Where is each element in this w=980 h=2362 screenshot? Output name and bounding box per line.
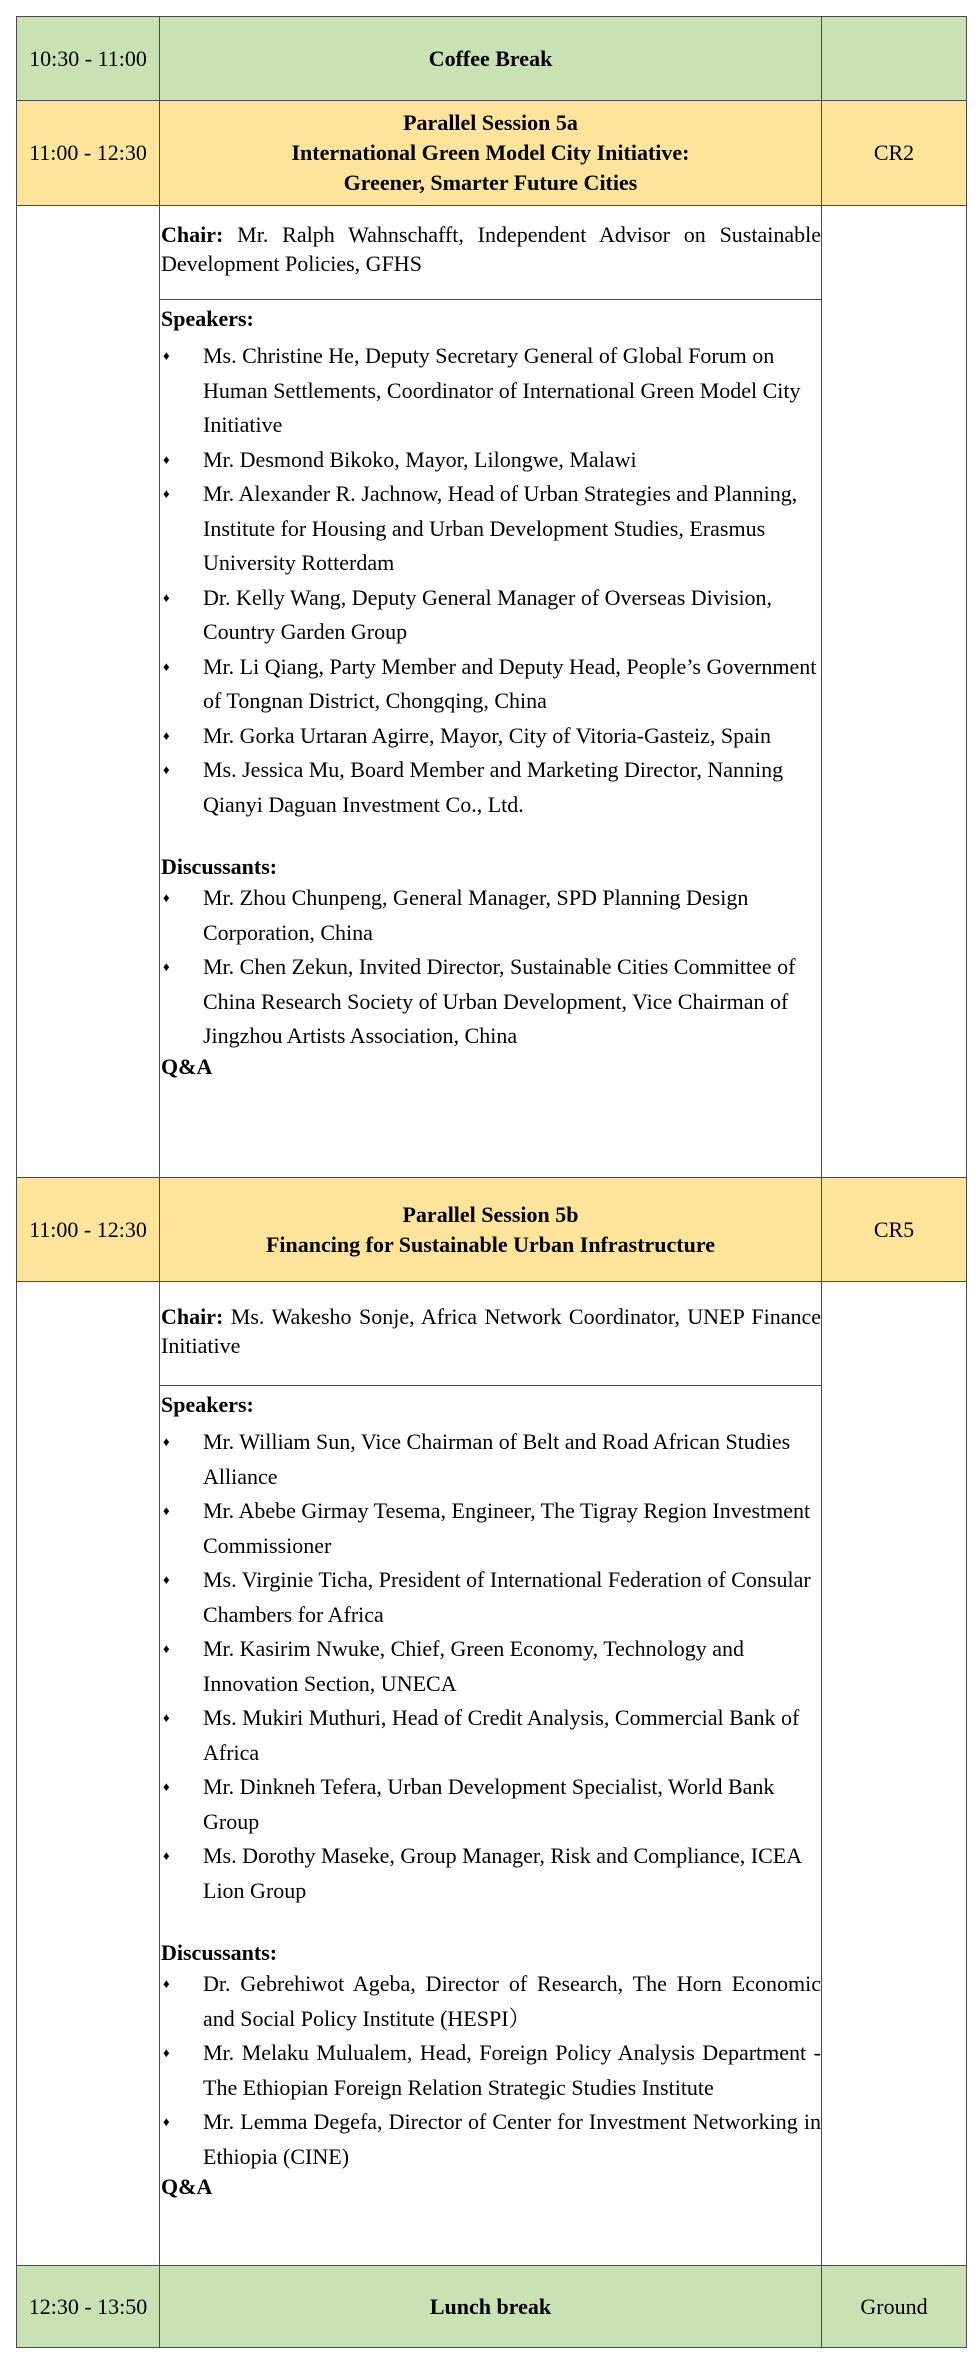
session-5b-header-row [17,1178,967,1282]
list-item-text: Mr. Desmond Bikoko, Mayor, Lilongwe, Malawi [203,446,637,472]
bullet-diamond-icon: ♦ [163,589,170,605]
list-item [161,881,821,950]
list-item [161,477,821,581]
speakers-heading: Speakers: [161,306,254,331]
bullet-diamond-icon: ♦ [163,727,170,743]
bullet-diamond-icon: ♦ [163,1641,170,1656]
agenda-table [16,16,967,2348]
session-5a-time: 11:00 - 12:30 [17,101,160,206]
bullet-diamond-icon: ♦ [163,762,170,777]
list-item-text: Ms. Dorothy Maseke, Group Manager, Risk and Compliance, ICEA Lion Group [203,1843,801,1903]
lunch-room: Ground [822,2266,967,2348]
list-item [161,2105,821,2174]
list-item-text: Ms. Christine He, Deputy Secretary General of Global Forum on Human Settlements, Coordinator of International Green Model City Initiative [203,343,801,437]
agenda-page [16,16,966,2346]
list-item-text: Mr. Lemma Degefa, Director of Center for Investment Networking in Ethiopia (CINE) [203,2109,821,2169]
bullet-diamond-icon: ♦ [163,1710,170,1725]
bullet-diamond-icon: ♦ [163,959,170,974]
list-item-text: Mr. Dinkneh Tefera, Urban Development Specialist, World Bank Group [203,1774,775,1834]
list-item-text: Mr. Gorka Urtaran Agirre, Mayor, City of Vitoria-Gasteiz, Spain [203,722,772,748]
chair-text: Ms. Wakesho Sonje, Africa Network Coordinator, UNEP Finance Initiative [161,1304,821,1358]
list-item-text: Mr. William Sun, Vice Chairman of Belt and Road African Studies Alliance [203,1429,791,1489]
list-item-text: Mr. Abebe Girmay Tesema, Engineer, The Tigray Region Investment Commissioner [203,1498,811,1558]
coffee-time: 10:30 - 11:00 [17,17,160,101]
list-item-text: Ms. Virginie Ticha, President of International Federation of Consular Chambers for Africa [203,1567,811,1627]
bullet-diamond-icon: ♦ [163,1434,170,1449]
list-item-text: Mr. Li Qiang, Party Member and Deputy Head, People’s Government of Tongnan District, Chongqing, China [203,653,817,713]
session-5a-title [160,101,822,206]
list-item-text: Mr. Chen Zekun, Invited Director, Sustainable Cities Committee of China Research Society of Urban Development, Vice Chairman of Jingzhou Artists Association, China [203,954,796,1048]
discussants-heading: Discussants: [161,854,278,879]
list-item [161,581,821,650]
speakers-heading: Speakers: [161,1392,254,1417]
chair-label: Chair: [161,1304,224,1329]
list-item-text: Dr. Kelly Wang, Deputy General Manager of Overseas Division, Country Garden Group [203,584,773,644]
coffee-break-row [17,17,967,101]
lunch-title: Lunch break [160,2266,822,2348]
session-5a-title-line: International Green Model City Initiative: [291,140,690,165]
blank-time-cell [17,1282,160,2266]
list-item-text: Dr. Gebrehiwot Ageba, Director of Research, The Horn Economic and Social Policy Institute (HESPI） [203,1971,821,2031]
list-item [161,1967,821,2036]
session-5a-room: CR2 [822,101,967,206]
list-item [161,719,821,754]
list-item [161,339,821,443]
list-item [161,1632,821,1701]
session-5b-title-line: Financing for Sustainable Urban Infrastructure [265,1231,715,1257]
list-item [161,753,821,822]
bullet-diamond-icon: ♦ [163,1503,170,1518]
list-item-text: Ms. Mukiri Muthuri, Head of Credit Analysis, Commercial Bank of Africa [203,1705,800,1765]
list-item [161,1839,821,1908]
list-item-text: Ms. Jessica Mu, Board Member and Marketing Director, Nanning Qianyi Daguan Investment Co., Ltd. [203,757,784,817]
bullet-diamond-icon: ♦ [163,451,170,467]
list-item [161,650,821,719]
discussants-heading: Discussants: [161,1940,278,1965]
blank-room-cell [822,1282,967,2266]
coffee-title: Coffee Break [160,17,822,101]
session-5b-time: 11:00 - 12:30 [17,1178,160,1282]
bullet-diamond-icon: ♦ [163,890,170,905]
bullet-diamond-icon: ♦ [163,658,170,674]
session-5b-chair [160,1282,822,1386]
list-item-text: Mr. Melaku Mulualem, Head, Foreign Policy Analysis Department - The Ethiopian Foreign Relation Strategic Studies Institute [203,2040,821,2100]
speakers-list [161,339,821,822]
session-5b-title [160,1178,822,1282]
qa-label: Q&A [161,1053,213,1079]
bullet-diamond-icon: ♦ [163,348,170,363]
speakers-list [161,1425,821,1908]
list-item-text: Mr. Kasirim Nwuke, Chief, Green Economy, Technology and Innovation Section, UNECA [203,1636,745,1696]
bullet-diamond-icon: ♦ [163,1848,170,1863]
list-item-text: Mr. Alexander R. Jachnow, Head of Urban Strategies and Planning, Institute for Housing and Urban Development Studies, Erasmus University Rotterdam [203,481,798,575]
session-5b-chair-row [17,1282,967,1386]
session-5b-title-line: Parallel Session 5b [402,1201,579,1227]
blank-room-cell [822,206,967,1178]
list-item [161,1425,821,1494]
session-5a-title-line: Parallel Session 5a [403,110,578,135]
session-5b-panel [160,1386,822,2266]
session-5a-chair-row [17,206,967,300]
session-5a-panel [160,300,822,1178]
session-5a-chair [160,206,822,300]
lunch-break-row [17,2266,967,2348]
session-5b-room: CR5 [822,1178,967,1282]
lunch-time: 12:30 - 13:50 [17,2266,160,2348]
list-item [161,2036,821,2105]
chair-text: Mr. Ralph Wahnschafft, Independent Advisor on Sustainable Development Policies, GFHS [161,222,821,276]
chair-label: Chair: [161,222,224,247]
discussants-list [161,881,821,1054]
bullet-diamond-icon: ♦ [163,2045,170,2060]
session-5a-title-line: Greener, Smarter Future Cities [343,170,638,195]
bullet-diamond-icon: ♦ [163,1976,170,1991]
bullet-diamond-icon: ♦ [163,2114,170,2129]
list-item [161,1494,821,1563]
list-item [161,950,821,1054]
coffee-room [822,17,967,101]
list-item [161,1563,821,1632]
list-item-text: Mr. Zhou Chunpeng, General Manager, SPD Planning Design Corporation, China [203,885,749,945]
list-item [161,443,821,478]
session-5a-header-row [17,101,967,206]
qa-label: Q&A [161,2174,213,2199]
bullet-diamond-icon: ♦ [163,1779,170,1794]
discussants-list [161,1967,821,2174]
bullet-diamond-icon: ♦ [163,1572,170,1587]
blank-time-cell [17,206,160,1178]
bullet-diamond-icon: ♦ [163,486,170,501]
list-item [161,1701,821,1770]
list-item [161,1770,821,1839]
